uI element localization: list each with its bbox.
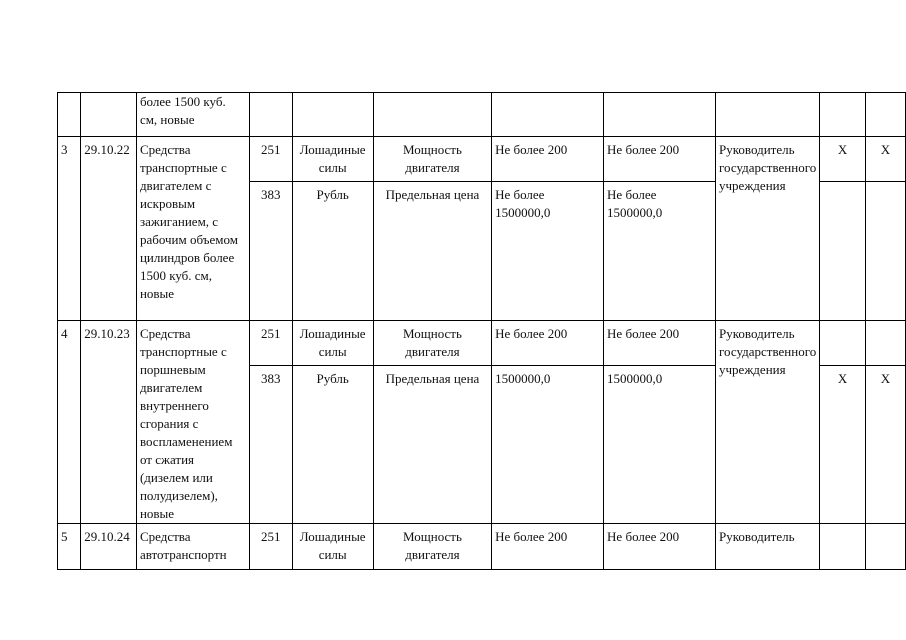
okpd-code: 29.10.22: [81, 137, 137, 321]
okpd-code: 29.10.24: [81, 524, 137, 570]
unit-name: Лошадиные силы: [292, 321, 373, 366]
characteristic: Мощность двигателя: [373, 524, 491, 570]
unit-name: Лошадиные силы: [292, 137, 373, 182]
item-name: более 1500 куб. см, новые: [136, 93, 249, 137]
mark-x1: [820, 524, 866, 570]
value-2: Не более 200: [604, 321, 716, 366]
characteristic: Мощность двигателя: [373, 321, 491, 366]
mark-x2: [865, 524, 905, 570]
position: [716, 93, 820, 137]
unit-name: [292, 93, 373, 137]
mark-x2: X: [865, 366, 905, 524]
unit-name: Лошадиные силы: [292, 524, 373, 570]
table-row: [58, 321, 906, 366]
characteristic: Мощность двигателя: [373, 137, 491, 182]
table-row: [58, 524, 906, 570]
mark-x1-empty: [820, 182, 866, 321]
mark-x1-empty: [820, 321, 866, 366]
okpd-code: 29.10.23: [81, 321, 137, 524]
mark-x2-empty: [865, 321, 905, 366]
position: Руководитель: [716, 524, 820, 570]
okei-code: 383: [249, 366, 292, 524]
value-1: Не более 200: [492, 321, 604, 366]
row-number: 5: [58, 524, 81, 570]
value-1: Не более 200: [492, 137, 604, 182]
item-name: Средства транспортные с двигателем с искровым зажиганием, с рабочим объемом цилиндров более 1500 куб. см, новые: [136, 137, 249, 321]
table-row: [58, 93, 906, 137]
okei-code: 251: [249, 321, 292, 366]
okpd-code: [81, 93, 137, 137]
row-number: 4: [58, 321, 81, 524]
position: Руководитель государственного учреждения: [716, 137, 820, 321]
item-name: Средства транспортные с поршневым двигателем внутреннего сгорания с воспламенением от сжатия (дизелем или полудизелем), новые: [136, 321, 249, 524]
position: Руководитель государственного учреждения: [716, 321, 820, 524]
mark-x2-empty: [865, 182, 905, 321]
characteristic: Предельная цена: [373, 366, 491, 524]
value-2: Не более 1500000,0: [604, 182, 716, 321]
value-2: Не более 200: [604, 524, 716, 570]
okei-code: 383: [249, 182, 292, 321]
value-2: [604, 93, 716, 137]
unit-name: Рубль: [292, 366, 373, 524]
item-name: Средства автотранспортн: [136, 524, 249, 570]
value-1: Не более 1500000,0: [492, 182, 604, 321]
mark-x1: X: [820, 137, 866, 182]
row-number: [58, 93, 81, 137]
okei-code: 251: [249, 524, 292, 570]
value-2: 1500000,0: [604, 366, 716, 524]
characteristic: [373, 93, 491, 137]
requirements-table: [57, 92, 906, 570]
mark-x1: [820, 93, 866, 137]
characteristic: Предельная цена: [373, 182, 491, 321]
mark-x1: X: [820, 366, 866, 524]
unit-name: Рубль: [292, 182, 373, 321]
mark-x2: X: [865, 137, 905, 182]
okei-code: [249, 93, 292, 137]
value-1: Не более 200: [492, 524, 604, 570]
value-2: Не более 200: [604, 137, 716, 182]
table-row: [58, 137, 906, 182]
row-number: 3: [58, 137, 81, 321]
mark-x2: [865, 93, 905, 137]
value-1: [492, 93, 604, 137]
okei-code: 251: [249, 137, 292, 182]
value-1: 1500000,0: [492, 366, 604, 524]
